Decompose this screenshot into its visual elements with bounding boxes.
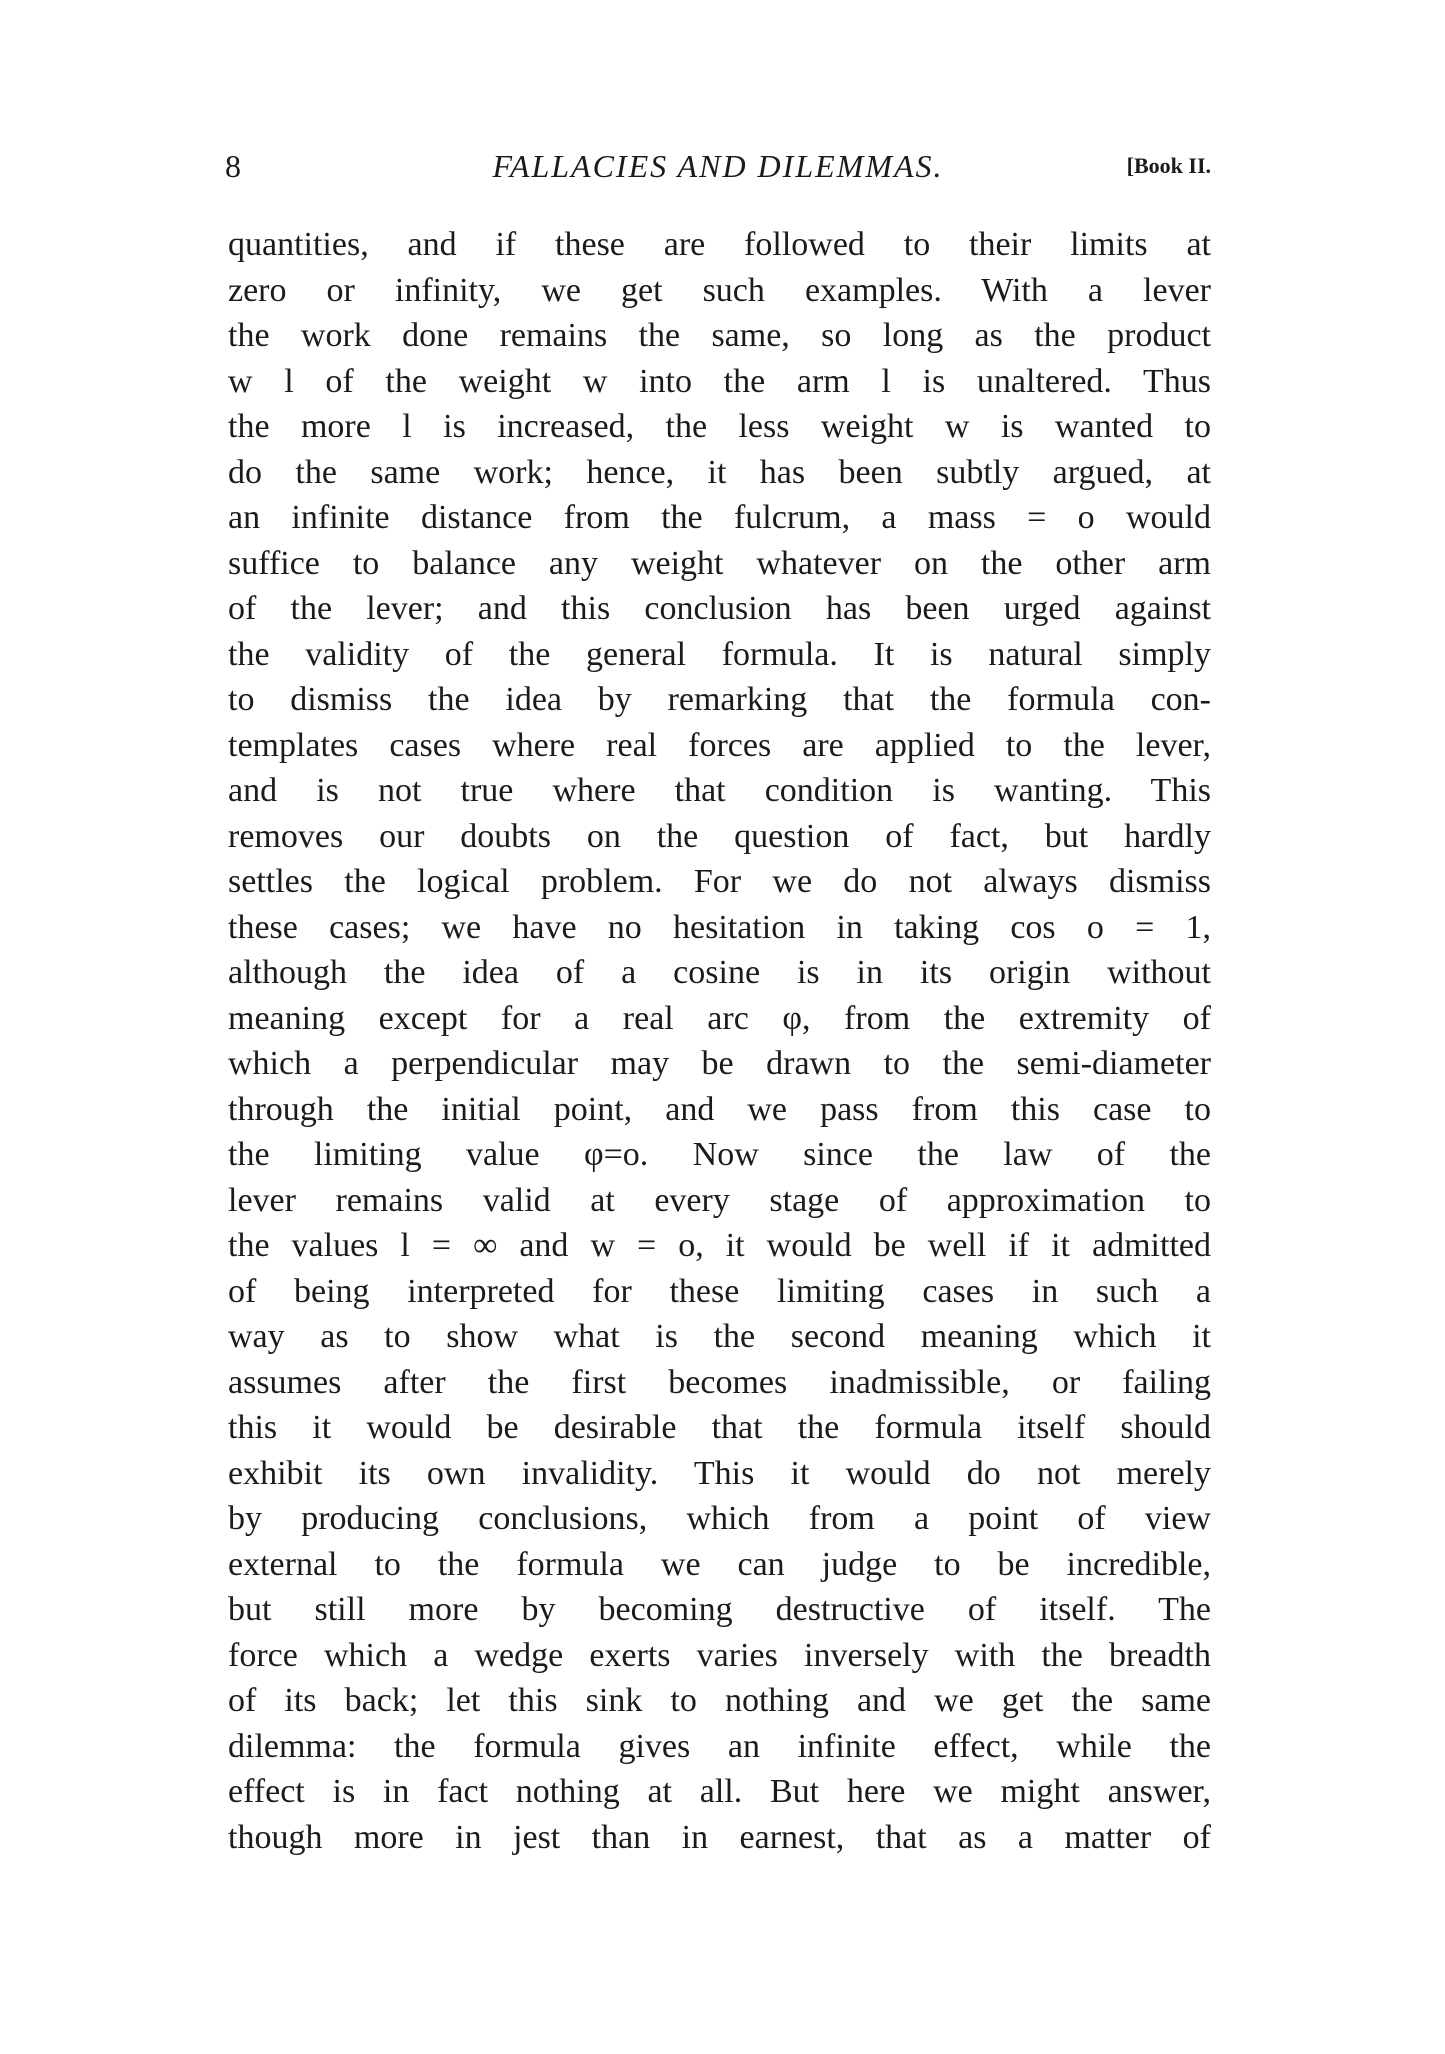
text-line: to dismiss the idea by remarking that the formula con- — [228, 681, 1211, 718]
book-reference: [Book II. — [1126, 153, 1211, 178]
text-line: of the lever; and this conclusion has been urged against — [228, 590, 1211, 627]
text-line: quantities, and if these are followed to their limits at — [228, 226, 1211, 263]
text-line: force which a wedge exerts varies inversely with the breadth — [228, 1636, 1211, 1674]
running-head — [225, 142, 1211, 190]
page-number: 8 — [225, 148, 241, 184]
text-line: though more in jest than in earnest, that as a matter of — [228, 1818, 1211, 1856]
text-line: do the same work; hence, it has been subtly argued, at — [228, 453, 1211, 491]
text-line: this it would be desirable that the formula itself should — [228, 1409, 1211, 1446]
text-line: of being interpreted for these limiting cases in such a — [228, 1272, 1211, 1310]
text-line: exhibit its own invalidity. This it would do not merely — [228, 1454, 1211, 1492]
text-line: zero or infinity, we get such examples. With a lever — [228, 271, 1211, 309]
text-line: assumes after the first becomes inadmissible, or failing — [228, 1363, 1211, 1401]
text-line: the work done remains the same, so long as the product — [228, 317, 1211, 354]
text-line: effect is in fact nothing at all. But here we might answer, — [228, 1773, 1211, 1810]
text-line: these cases; we have no hesitation in taking cos o = 1, — [228, 908, 1211, 946]
text-line: suffice to balance any weight whatever on the other arm — [228, 544, 1211, 582]
text-line: the validity of the general formula. It is natural simply — [228, 635, 1211, 673]
text-line: although the idea of a cosine is in its origin without — [228, 954, 1211, 991]
text-line: the values l = ∞ and w = o, it would be well if it admitted — [228, 1227, 1211, 1264]
running-title: FALLACIES AND DILEMMAS. — [492, 148, 944, 184]
text-line: meaning except for a real arc φ, from the extremity of — [228, 999, 1211, 1037]
text-line: settles the logical problem. For we do not always dismiss — [228, 863, 1211, 900]
text-line: an infinite distance from the fulcrum, a mass = o would — [228, 499, 1211, 536]
body-text — [228, 222, 1211, 1860]
text-line: by producing conclusions, which from a point of view — [228, 1500, 1211, 1537]
text-line: and is not true where that condition is wanting. This — [228, 772, 1211, 809]
text-line: dilemma: the formula gives an infinite effect, while the — [228, 1727, 1211, 1765]
text-line: templates cases where real forces are applied to the lever, — [228, 726, 1211, 764]
text-line: the limiting value φ=o. Now since the law of the — [228, 1136, 1211, 1173]
text-line: the more l is increased, the less weight w is wanted to — [228, 408, 1211, 445]
text-line: but still more by becoming destructive of itself. The — [228, 1591, 1211, 1628]
text-line: lever remains valid at every stage of approximation to — [228, 1181, 1211, 1219]
text-line: w l of the weight w into the arm l is unaltered. Thus — [228, 362, 1211, 400]
text-line: through the initial point, and we pass from this case to — [228, 1090, 1211, 1128]
text-line: removes our doubts on the question of fact, but hardly — [228, 817, 1211, 855]
text-line: of its back; let this sink to nothing and we get the same — [228, 1682, 1211, 1719]
text-line: way as to show what is the second meaning which it — [228, 1318, 1211, 1355]
text-line: external to the formula we can judge to be incredible, — [228, 1545, 1211, 1583]
text-line: which a perpendicular may be drawn to the semi-diameter — [228, 1045, 1211, 1082]
